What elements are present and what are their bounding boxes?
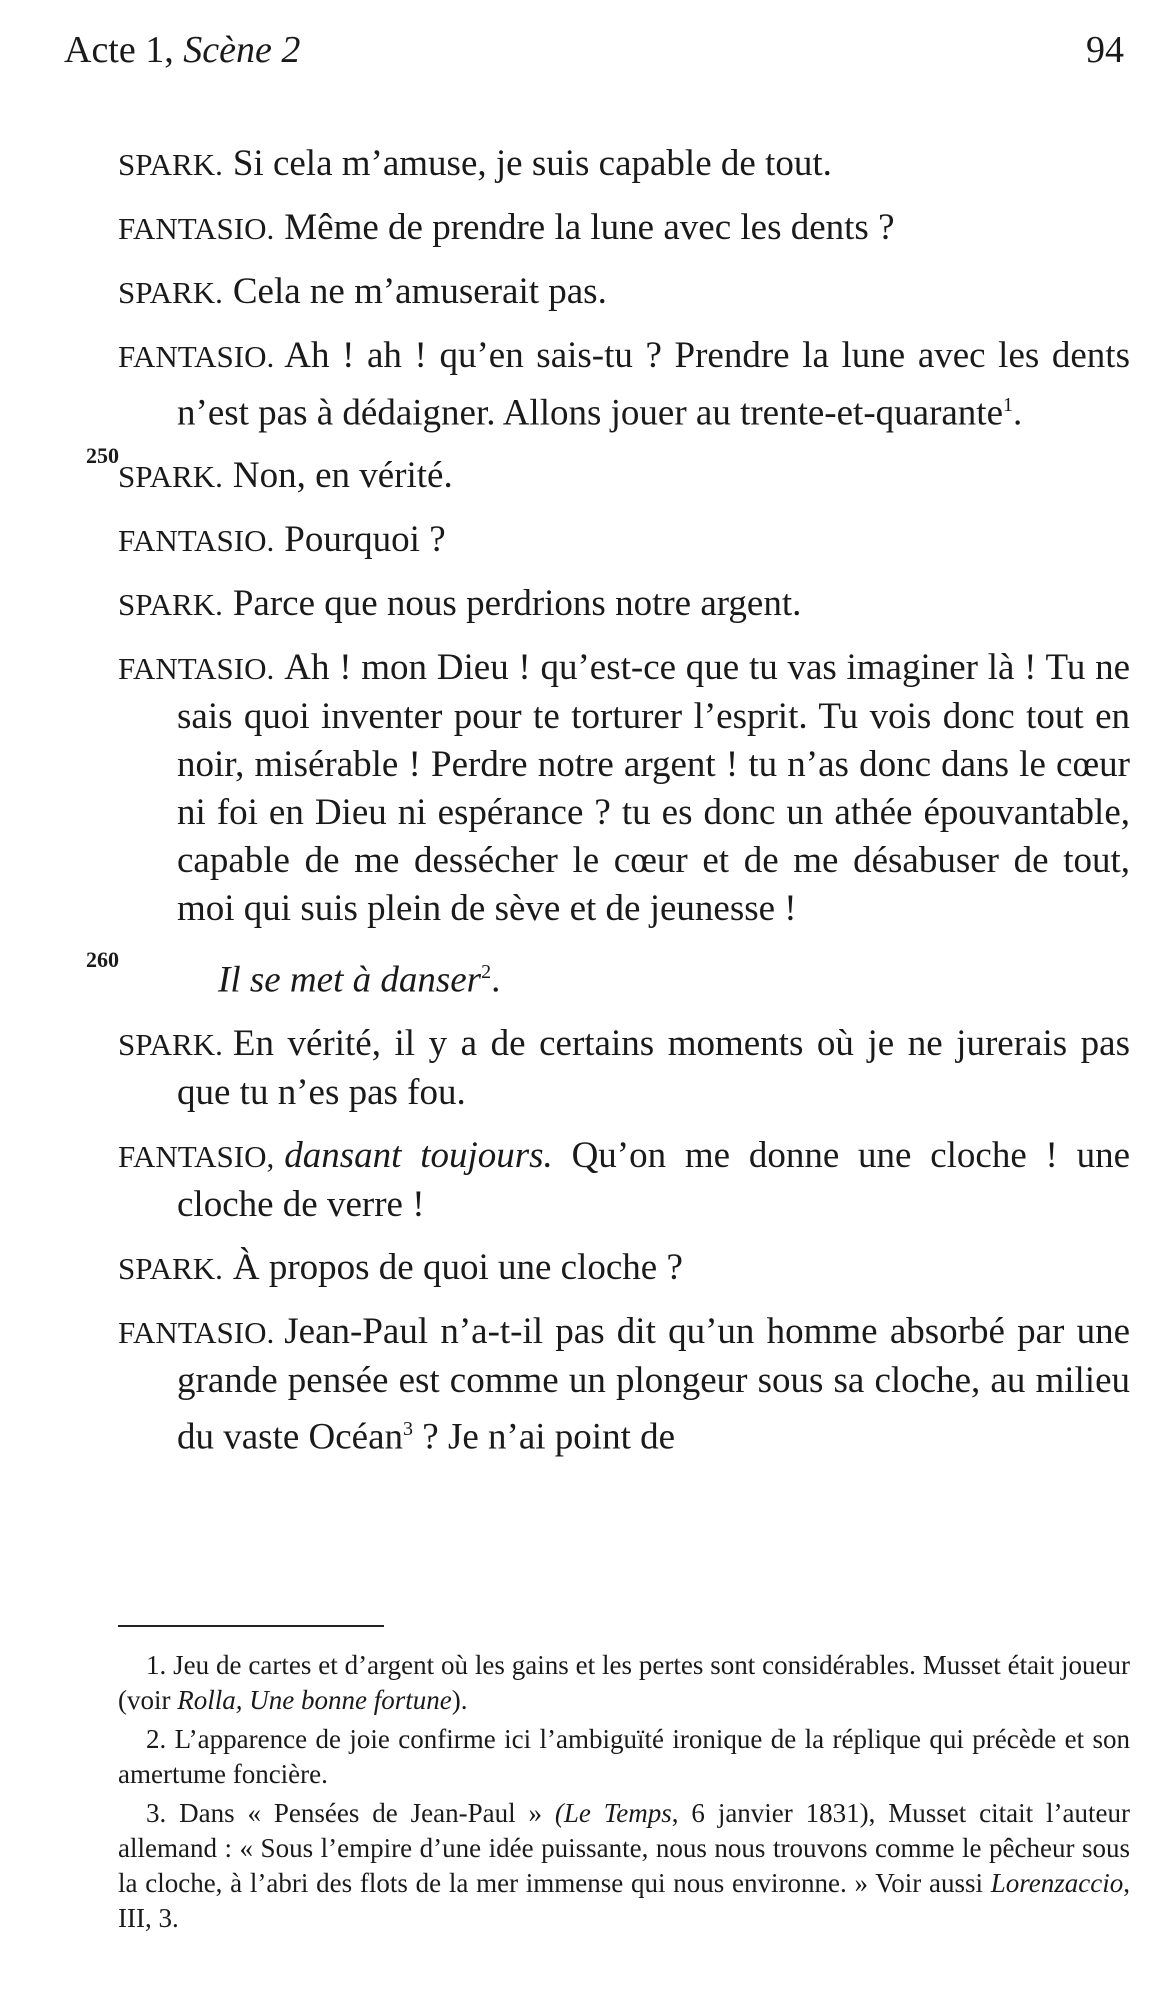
footnote-2 <box>118 1722 1130 1792</box>
footnote-work: Lorenzaccio <box>990 1868 1124 1898</box>
footnote-rule <box>118 1625 384 1627</box>
speech-text: Parce que nous perdrions notre argent. <box>232 583 802 625</box>
speech-6 <box>118 516 1130 565</box>
speech-8 <box>86 644 1130 973</box>
footnote-ref[interactable]: 3 <box>403 1417 414 1440</box>
footnote-end: ). <box>451 1685 468 1715</box>
speaker: SPARK. <box>118 1250 223 1286</box>
running-head <box>64 28 300 72</box>
speaker: FANTASIO. <box>118 339 275 374</box>
speaker: SPARK. <box>118 587 223 623</box>
line-number: 250 <box>86 443 119 468</box>
footnote-text: Jeu de cartes et d’argent où les gains et les pertes sont considérables. Musset était joueur (voir <box>118 1650 1131 1715</box>
stage-direction-punct: . <box>491 959 501 1001</box>
stage-direction <box>118 948 1130 1004</box>
speaker: SPARK. <box>118 459 223 495</box>
speech-text: Qu’on me donne une cloche ! une cloche de verre ! <box>177 1134 1130 1225</box>
footnote-number: 3. <box>146 1798 167 1828</box>
footnote-3 <box>118 1796 1130 1936</box>
speech-punct: ? Je n’ai point de <box>413 1415 676 1457</box>
speech-text: En vérité, il y a de certains moments où je ne jurerais pas que tu n’es pas fou. <box>177 1022 1130 1113</box>
speech-text: À propos de quoi une cloche ? <box>232 1246 683 1288</box>
speech-text: Cela ne m’amuserait pas. <box>232 271 607 312</box>
footnote-end: , III, 3. <box>118 1868 1130 1933</box>
speech-10 <box>118 1132 1130 1229</box>
speech-2 <box>118 204 1130 253</box>
speech-9 <box>118 1020 1130 1117</box>
speech-12 <box>118 1308 1130 1461</box>
speaker: FANTASIO, <box>118 1138 275 1174</box>
speech-text: Ah ! ah ! qu’en sais-tu ? Prendre la lune avec les dents n’est pas à dédaigner. Allons jouer au trente-et-quarante <box>177 335 1130 434</box>
speaker: FANTASIO. <box>118 651 275 687</box>
speaker: FANTASIO. <box>118 523 275 559</box>
speech-4 <box>86 332 1130 468</box>
speech-text: Ah ! mon Dieu ! qu’est-ce que tu vas imaginer là ! Tu ne sais quoi inventer pour te torturer l’esprit. Tu vois donc tout en noir, misérable ! Perdre notre argent ! tu n’as donc dans le cœur ni foi en Dieu ni espérance ? tu es donc un athée épouvantable, capable de me dessécher le cœur et de me désabuser de tout, moi qui suis plein de sève et de jeunesse ! <box>177 647 1130 930</box>
speaker: SPARK. <box>118 275 223 310</box>
speech-text: Même de prendre la lune avec les dents ? <box>284 207 895 248</box>
speaker: SPARK. <box>118 147 223 182</box>
speech-7 <box>118 580 1130 629</box>
footnote-text: L’apparence de joie confirme ici l’ambiguïté ironique de la réplique qui précède et son amertume foncière. <box>118 1724 1131 1789</box>
speaker-direction: dansant toujours. <box>284 1134 553 1176</box>
footnote-ref[interactable]: 1 <box>1003 394 1014 416</box>
speech-3 <box>118 268 1130 317</box>
footnote-text-2: , 6 janvier 1831), Musset citait l’auteur allemand : « Sous l’empire d’une idée puissante, nous nous trouvons comme le pêcheur sous la cloche, à l’abri des flots de la mer immense qui nous environne. » Voir aussi <box>118 1798 1130 1898</box>
dialogue <box>86 140 1130 1476</box>
speech-11 <box>118 1244 1130 1293</box>
speech-1 <box>118 140 1130 189</box>
speech-text: Pourquoi ? <box>284 519 446 561</box>
footnote-text: Dans « Pensées de Jean-Paul » <box>179 1798 542 1828</box>
footnote-paper: (Le Temps <box>554 1798 672 1828</box>
speaker: FANTASIO. <box>118 211 275 246</box>
speech-text: Non, en vérité. <box>232 455 453 497</box>
speaker: SPARK. <box>118 1026 223 1062</box>
speech-punct: . <box>1013 392 1023 434</box>
footnote-work: Rolla, Une bonne fortune <box>177 1685 452 1715</box>
line-number: 260 <box>86 947 119 973</box>
footnote-number: 1. <box>146 1650 167 1680</box>
footnote-ref[interactable]: 2 <box>481 961 492 984</box>
speech-text: Jean-Paul n’a-t-il pas dit qu’un homme absorbé par une grande pensée est comme un plongeur sous sa cloche, au milieu du vaste Océan <box>177 1310 1130 1457</box>
stage-direction-text: Il se met à danser <box>218 959 482 1001</box>
page-number: 94 <box>1086 29 1124 71</box>
footnotes <box>118 1648 1130 1940</box>
footnote-number: 2. <box>146 1724 167 1754</box>
act-label: Acte 1, <box>64 29 174 71</box>
footnote-1 <box>118 1648 1130 1718</box>
speech-5 <box>118 452 1130 501</box>
speaker: FANTASIO. <box>118 1314 275 1350</box>
speech-text: Si cela m’amuse, je suis capable de tout. <box>232 143 832 184</box>
scene-label: Scène 2 <box>183 29 301 71</box>
